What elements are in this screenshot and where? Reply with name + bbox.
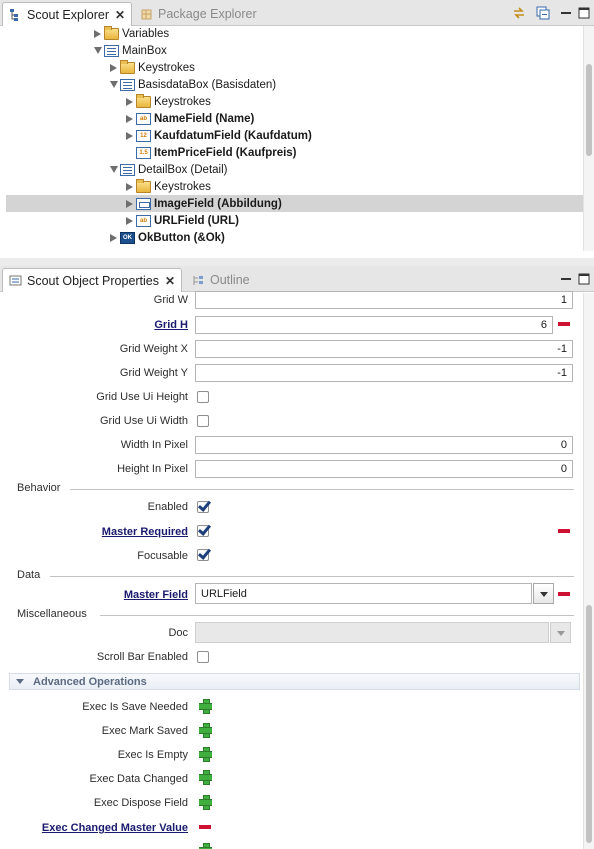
tree-item-okbutton[interactable]	[6, 229, 583, 246]
tree-item-label: Keystrokes	[154, 95, 211, 108]
tree-item-label: URLField (URL)	[154, 214, 239, 227]
groupbox-icon	[104, 45, 119, 57]
tab-label: Scout Explorer	[27, 7, 109, 22]
maximize-icon[interactable]	[577, 272, 591, 286]
button-icon: OK	[120, 232, 135, 244]
height-in-pixel-label: Height In Pixel	[117, 463, 188, 475]
exec-data-changed-label: Exec Data Changed	[89, 773, 188, 785]
master-required-label[interactable]: Master Required	[101, 526, 188, 538]
grid-h-input[interactable]: 6	[195, 316, 553, 334]
stringfield-icon: ab	[136, 215, 151, 227]
folder-icon	[136, 181, 151, 193]
folder-icon	[104, 28, 119, 40]
divider	[100, 615, 574, 616]
scroll-bar-enabled-label: Scroll Bar Enabled	[96, 651, 188, 663]
grid-weight-x-label: Grid Weight X	[119, 343, 188, 355]
tree-item-label: ImageField (Abbildung)	[154, 197, 282, 210]
folder-icon	[136, 96, 151, 108]
exec-is-save-needed-label: Exec Is Save Needed	[82, 701, 188, 713]
exec-changed-master-value-label[interactable]: Exec Changed Master Value	[41, 822, 188, 834]
tree-item-keystrokes[interactable]	[6, 59, 583, 76]
stringfield-icon: ab	[136, 113, 151, 125]
tab-label: Outline	[210, 273, 250, 287]
chevron-right-icon[interactable]	[126, 132, 133, 140]
master-field-dropdown-button[interactable]	[533, 583, 554, 604]
grid-use-ui-height-label: Grid Use Ui Height	[96, 391, 188, 403]
chevron-down-icon[interactable]	[94, 47, 102, 54]
grid-h-label[interactable]: Grid H	[154, 319, 188, 331]
grid-use-ui-width-label: Grid Use Ui Width	[99, 415, 188, 427]
chevron-right-icon[interactable]	[126, 98, 133, 106]
grid-weight-y-input[interactable]: -1	[195, 364, 573, 382]
groupbox-icon	[120, 79, 135, 91]
maximize-icon[interactable]	[577, 6, 591, 20]
datefield-icon: 12	[136, 130, 151, 142]
grid-use-ui-height-checkbox[interactable]	[197, 391, 209, 403]
data-section-title: Data	[17, 569, 41, 581]
master-field-combo[interactable]: URLField	[195, 583, 532, 604]
grid-use-ui-width-checkbox[interactable]	[197, 415, 209, 427]
scout-explorer-icon	[9, 8, 22, 21]
grid-w-input[interactable]: 1	[195, 291, 573, 309]
add-icon[interactable]	[199, 723, 212, 736]
properties-scrollbar-thumb[interactable]	[586, 605, 592, 843]
add-icon[interactable]	[199, 795, 212, 808]
tree-item-label: DetailBox (Detail)	[138, 163, 228, 176]
tree-item-label: NameField (Name)	[154, 112, 255, 125]
chevron-right-icon[interactable]	[126, 200, 133, 208]
add-icon[interactable]	[199, 843, 212, 849]
chevron-down-icon[interactable]	[16, 679, 24, 684]
focusable-label: Focusable	[137, 550, 188, 562]
chevron-right-icon[interactable]	[126, 115, 133, 123]
focusable-checkbox[interactable]	[197, 549, 209, 561]
grid-w-label: Grid W	[153, 294, 188, 306]
tab-label: Package Explorer	[158, 7, 257, 21]
tree-item-label: MainBox	[122, 44, 167, 57]
width-in-pixel-label: Width In Pixel	[120, 439, 188, 451]
outline-icon	[192, 274, 205, 287]
close-icon[interactable]: ✕	[114, 7, 126, 22]
imagefield-icon	[136, 198, 151, 210]
collapse-all-icon[interactable]	[536, 6, 550, 20]
tree-item-keystrokes[interactable]	[6, 93, 583, 110]
tree-item-basisdatabox[interactable]	[6, 76, 583, 93]
tab-package-explorer[interactable]	[134, 2, 263, 26]
tree-item-urlfield[interactable]	[6, 212, 583, 229]
scroll-bar-enabled-checkbox[interactable]	[197, 651, 209, 663]
minimize-icon[interactable]	[559, 272, 573, 286]
tree-item-label: Variables	[122, 27, 170, 40]
explorer-scrollbar[interactable]	[583, 26, 594, 251]
bigdecimalfield-icon: 1.5	[136, 147, 151, 159]
miscellaneous-section-title: Miscellaneous	[17, 608, 87, 620]
add-icon[interactable]	[199, 747, 212, 760]
tree-item-imagefield[interactable]	[6, 195, 583, 212]
minimize-icon[interactable]	[559, 6, 573, 20]
exec-dispose-field-label: Exec Dispose Field	[93, 797, 188, 809]
tree-item-label: Keystrokes	[154, 180, 211, 193]
behavior-section-title: Behavior	[17, 482, 61, 494]
advanced-operations-header[interactable]	[9, 673, 580, 690]
tree-item-namefield[interactable]	[6, 110, 583, 127]
exec-is-empty-label: Exec Is Empty	[117, 749, 188, 761]
properties-scrollbar[interactable]	[583, 293, 594, 849]
tree-item-label: Keystrokes	[138, 61, 195, 74]
master-field-remove-icon[interactable]	[558, 592, 570, 596]
close-icon[interactable]: ✕	[165, 273, 176, 288]
tree-item-variables[interactable]	[6, 25, 583, 42]
groupbox-icon	[120, 164, 135, 176]
tree-item-label: OkButton (&Ok)	[138, 231, 225, 244]
height-in-pixel-input[interactable]: 0	[195, 460, 573, 478]
scout-explorer-view	[0, 0, 594, 258]
doc-label: Doc	[168, 627, 188, 639]
enabled-label: Enabled	[147, 501, 188, 513]
grid-weight-y-label: Grid Weight Y	[119, 367, 188, 379]
grid-h-remove-icon[interactable]	[558, 322, 570, 326]
tree-item-label: ItemPriceField (Kaufpreis)	[154, 146, 297, 159]
add-icon[interactable]	[199, 699, 212, 712]
tab-scout-explorer[interactable]	[2, 2, 132, 26]
folder-icon	[120, 62, 135, 74]
master-field-label[interactable]: Master Field	[123, 589, 188, 601]
chevron-down-icon[interactable]	[110, 166, 118, 173]
grid-weight-x-input[interactable]: -1	[195, 340, 573, 358]
properties-icon	[9, 274, 22, 287]
width-in-pixel-input[interactable]: 0	[195, 436, 573, 454]
master-required-remove-icon[interactable]	[558, 529, 570, 533]
scout-explorer-tabbar	[0, 0, 594, 26]
advanced-operations-title: Advanced Operations	[33, 675, 147, 688]
tree-item-mainbox[interactable]	[6, 42, 583, 59]
link-with-editor-icon[interactable]	[512, 6, 526, 20]
doc-combo[interactable]	[195, 622, 549, 643]
chevron-down-icon[interactable]	[110, 81, 118, 88]
chevron-right-icon[interactable]	[126, 217, 133, 225]
chevron-right-icon[interactable]	[126, 183, 133, 191]
tab-scout-object-properties[interactable]	[2, 268, 182, 292]
tree-item-keystrokes[interactable]	[6, 178, 583, 195]
tree-item-label: BasisdataBox (Basisdaten)	[138, 78, 277, 91]
doc-dropdown-button[interactable]	[550, 622, 571, 643]
chevron-right-icon[interactable]	[110, 64, 117, 72]
exec-mark-saved-label: Exec Mark Saved	[101, 725, 188, 737]
divider	[50, 576, 574, 577]
divider	[70, 489, 574, 490]
chevron-right-icon[interactable]	[110, 234, 117, 242]
tree-item-label: KaufdatumField (Kaufdatum)	[154, 129, 312, 142]
exec-changed-master-value-remove-icon[interactable]	[199, 825, 211, 829]
chevron-right-icon[interactable]	[94, 30, 101, 38]
tree-item-kaufdatumfield[interactable]	[6, 127, 583, 144]
explorer-scrollbar-thumb[interactable]	[586, 64, 592, 156]
tree-item-itempricefield[interactable]	[6, 144, 583, 161]
package-explorer-icon	[140, 8, 153, 21]
enabled-checkbox[interactable]	[197, 501, 209, 513]
master-required-checkbox[interactable]	[197, 525, 209, 537]
tab-label: Scout Object Properties	[27, 273, 160, 288]
tree-item-detailbox[interactable]	[6, 161, 583, 178]
tab-outline[interactable]	[186, 268, 256, 292]
add-icon[interactable]	[199, 770, 212, 783]
properties-tabbar	[0, 266, 594, 292]
